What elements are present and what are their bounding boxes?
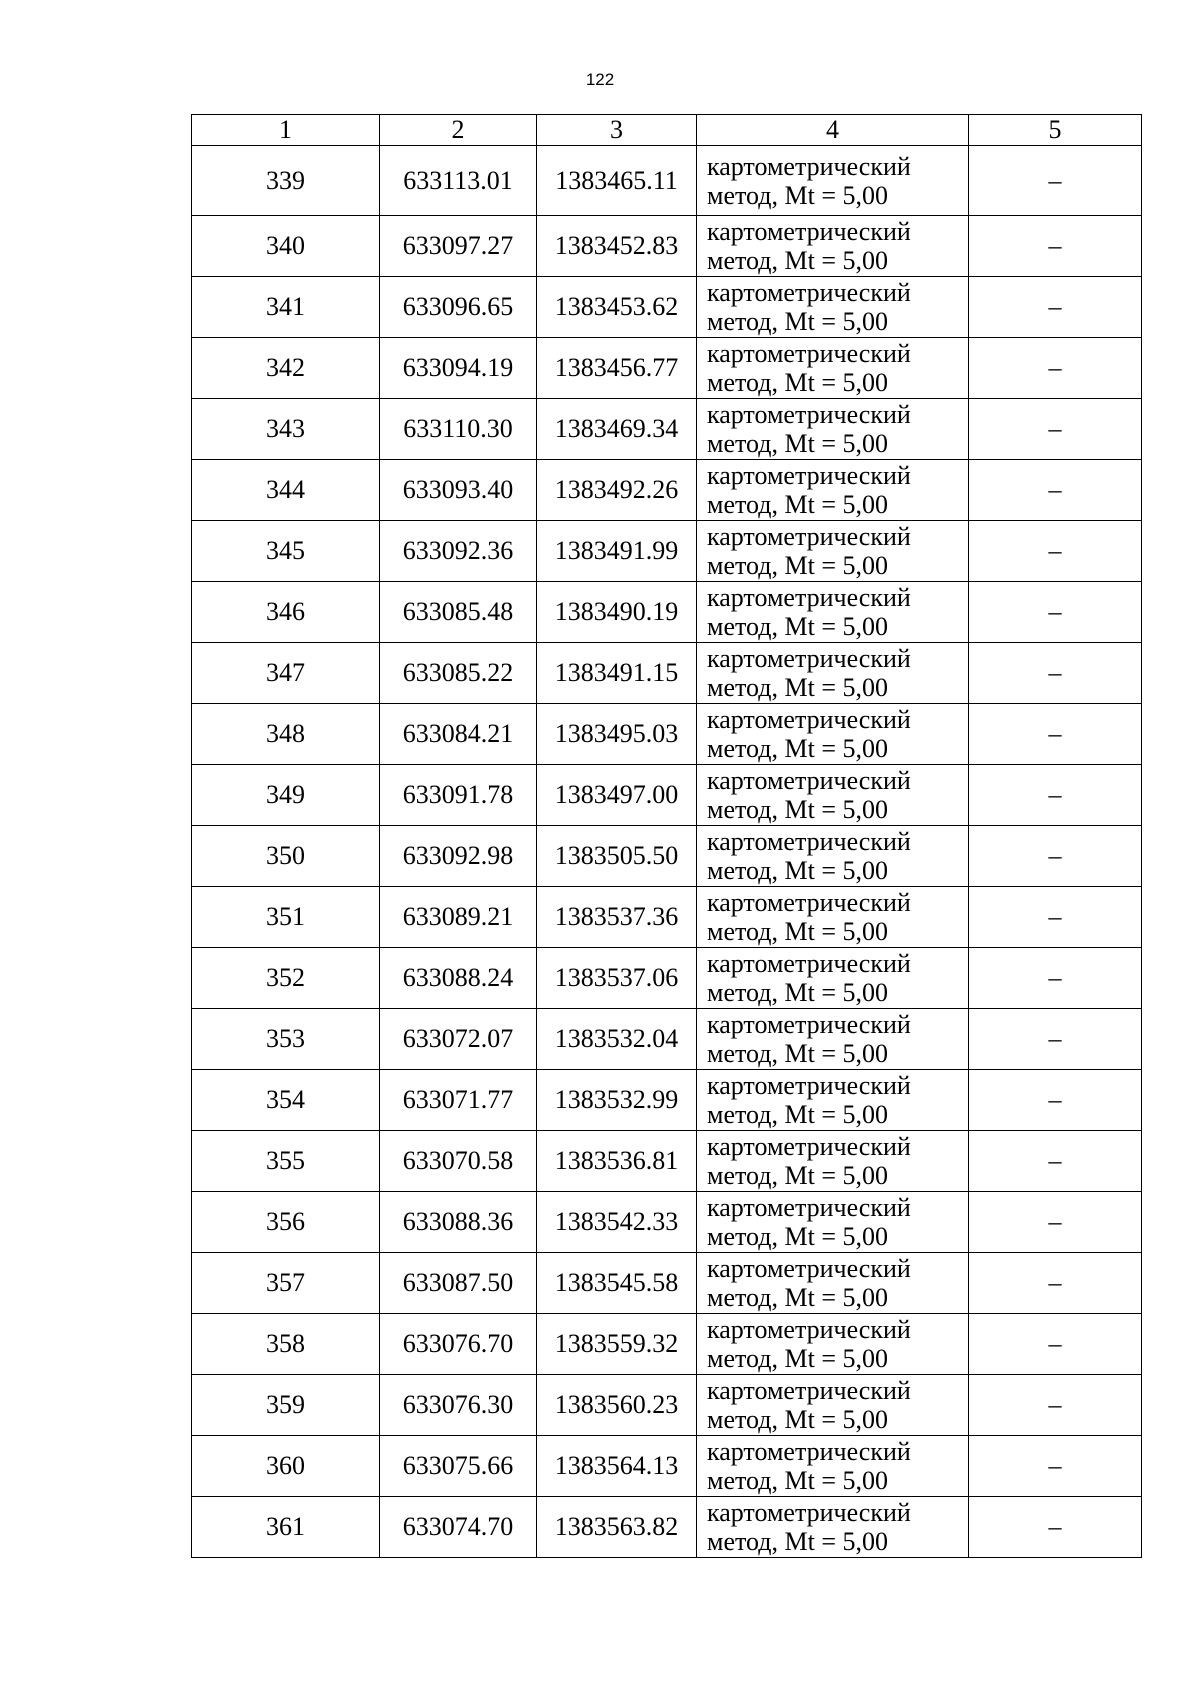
method-cell bbox=[697, 765, 969, 826]
method-text-line-1: картометрический bbox=[707, 949, 911, 978]
point-number-cell: 350 bbox=[192, 826, 380, 887]
method-text-line-1: картометрический bbox=[707, 705, 911, 734]
x-coordinate-cell: 633092.98 bbox=[380, 826, 537, 887]
method-cell bbox=[697, 277, 969, 338]
method-text-line-2: метод, Mt = 5,00 bbox=[707, 673, 888, 702]
y-coordinate-cell: 1383537.06 bbox=[537, 948, 697, 1009]
y-coordinate-cell: 1383490.19 bbox=[537, 582, 697, 643]
method-text-line-2: метод, Mt = 5,00 bbox=[707, 180, 888, 210]
x-coordinate-cell: 633092.36 bbox=[380, 521, 537, 582]
table-row bbox=[192, 146, 1142, 216]
y-coordinate-cell: 1383560.23 bbox=[537, 1375, 697, 1436]
note-cell: – bbox=[969, 1497, 1142, 1558]
y-coordinate-cell: 1383532.04 bbox=[537, 1009, 697, 1070]
note-cell: – bbox=[969, 521, 1142, 582]
note-cell: – bbox=[969, 338, 1142, 399]
method-cell bbox=[697, 887, 969, 948]
method-cell bbox=[697, 338, 969, 399]
method-text-line-2: метод, Mt = 5,00 bbox=[707, 1527, 888, 1556]
method-text-line-1: картометрический bbox=[707, 888, 911, 917]
point-number-cell: 346 bbox=[192, 582, 380, 643]
method-text-line-2: метод, Mt = 5,00 bbox=[707, 1039, 888, 1068]
header-cell-5: 5 bbox=[969, 115, 1142, 146]
method-text-line-2: метод, Mt = 5,00 bbox=[707, 1466, 888, 1495]
note-cell: – bbox=[969, 1375, 1142, 1436]
method-text-line-1: картометрический bbox=[707, 522, 911, 551]
note-cell: – bbox=[969, 948, 1142, 1009]
method-text-line-1: картометрический bbox=[707, 400, 911, 429]
method-text-line-1: картометрический bbox=[707, 644, 911, 673]
method-text-line-1: картометрический bbox=[707, 1254, 911, 1283]
method-text-line-1: картометрический bbox=[707, 1315, 911, 1344]
header-cell-1: 1 bbox=[192, 115, 380, 146]
method-text-line-2: метод, Mt = 5,00 bbox=[707, 1283, 888, 1312]
method-text-line-1: картометрический bbox=[707, 827, 911, 856]
note-cell: – bbox=[969, 887, 1142, 948]
x-coordinate-cell: 633088.36 bbox=[380, 1192, 537, 1253]
table-row bbox=[192, 1436, 1142, 1497]
method-text-line-2: метод, Mt = 5,00 bbox=[707, 307, 888, 336]
method-text-line-1: картометрический bbox=[707, 1498, 911, 1527]
point-number-cell: 352 bbox=[192, 948, 380, 1009]
point-number-cell: 340 bbox=[192, 216, 380, 277]
note-cell: – bbox=[969, 277, 1142, 338]
point-number-cell: 357 bbox=[192, 1253, 380, 1314]
method-text-line-2: метод, Mt = 5,00 bbox=[707, 856, 888, 885]
method-cell bbox=[697, 146, 969, 216]
x-coordinate-cell: 633097.27 bbox=[380, 216, 537, 277]
method-text-line-2: метод, Mt = 5,00 bbox=[707, 1161, 888, 1190]
x-coordinate-cell: 633093.40 bbox=[380, 460, 537, 521]
note-cell: – bbox=[969, 1314, 1142, 1375]
point-number-cell: 356 bbox=[192, 1192, 380, 1253]
table-row bbox=[192, 1131, 1142, 1192]
method-cell bbox=[697, 1070, 969, 1131]
method-text-line-2: метод, Mt = 5,00 bbox=[707, 429, 888, 458]
point-number-cell: 354 bbox=[192, 1070, 380, 1131]
x-coordinate-cell: 633072.07 bbox=[380, 1009, 537, 1070]
method-text-line-1: картометрический bbox=[707, 1010, 911, 1039]
method-text-line-1: картометрический bbox=[707, 1132, 911, 1161]
x-coordinate-cell: 633076.70 bbox=[380, 1314, 537, 1375]
note-cell: – bbox=[969, 216, 1142, 277]
method-cell bbox=[697, 1497, 969, 1558]
point-number-cell: 339 bbox=[192, 146, 380, 216]
note-cell: – bbox=[969, 765, 1142, 826]
method-text-line-2: метод, Mt = 5,00 bbox=[707, 1222, 888, 1251]
method-cell bbox=[697, 460, 969, 521]
method-text-line-1: картометрический bbox=[707, 1437, 911, 1466]
table-row bbox=[192, 948, 1142, 1009]
coordinates-table bbox=[191, 114, 1142, 1558]
method-cell bbox=[697, 1375, 969, 1436]
method-cell bbox=[697, 1314, 969, 1375]
point-number-cell: 341 bbox=[192, 277, 380, 338]
method-cell bbox=[697, 948, 969, 1009]
method-text-line-1: картометрический bbox=[707, 217, 911, 246]
y-coordinate-cell: 1383491.15 bbox=[537, 643, 697, 704]
point-number-cell: 351 bbox=[192, 887, 380, 948]
table-row bbox=[192, 521, 1142, 582]
table-row bbox=[192, 277, 1142, 338]
method-text-line-2: метод, Mt = 5,00 bbox=[707, 978, 888, 1007]
method-cell bbox=[697, 1009, 969, 1070]
method-cell bbox=[697, 216, 969, 277]
y-coordinate-cell: 1383495.03 bbox=[537, 704, 697, 765]
x-coordinate-cell: 633096.65 bbox=[380, 277, 537, 338]
x-coordinate-cell: 633113.01 bbox=[380, 146, 537, 216]
x-coordinate-cell: 633076.30 bbox=[380, 1375, 537, 1436]
note-cell: – bbox=[969, 704, 1142, 765]
method-cell bbox=[697, 643, 969, 704]
y-coordinate-cell: 1383505.50 bbox=[537, 826, 697, 887]
y-coordinate-cell: 1383497.00 bbox=[537, 765, 697, 826]
table-row bbox=[192, 887, 1142, 948]
point-number-cell: 343 bbox=[192, 399, 380, 460]
y-coordinate-cell: 1383492.26 bbox=[537, 460, 697, 521]
table-row bbox=[192, 399, 1142, 460]
method-text-line-1: картометрический bbox=[707, 461, 911, 490]
x-coordinate-cell: 633094.19 bbox=[380, 338, 537, 399]
y-coordinate-cell: 1383542.33 bbox=[537, 1192, 697, 1253]
note-cell: – bbox=[969, 399, 1142, 460]
note-cell: – bbox=[969, 1192, 1142, 1253]
table-row bbox=[192, 338, 1142, 399]
method-text-line-1: картометрический bbox=[707, 766, 911, 795]
header-cell-4: 4 bbox=[697, 115, 969, 146]
table-row bbox=[192, 1497, 1142, 1558]
header-cell-3: 3 bbox=[537, 115, 697, 146]
note-cell: – bbox=[969, 460, 1142, 521]
method-text-line-2: метод, Mt = 5,00 bbox=[707, 1405, 888, 1434]
x-coordinate-cell: 633091.78 bbox=[380, 765, 537, 826]
method-cell bbox=[697, 1131, 969, 1192]
method-cell bbox=[697, 399, 969, 460]
method-text-line-2: метод, Mt = 5,00 bbox=[707, 490, 888, 519]
table-row bbox=[192, 1192, 1142, 1253]
method-text-line-2: метод, Mt = 5,00 bbox=[707, 1100, 888, 1129]
x-coordinate-cell: 633089.21 bbox=[380, 887, 537, 948]
y-coordinate-cell: 1383564.13 bbox=[537, 1436, 697, 1497]
table-body bbox=[192, 146, 1142, 1558]
method-cell bbox=[697, 1436, 969, 1497]
table-row bbox=[192, 1375, 1142, 1436]
x-coordinate-cell: 633084.21 bbox=[380, 704, 537, 765]
point-number-cell: 361 bbox=[192, 1497, 380, 1558]
note-cell: – bbox=[969, 1009, 1142, 1070]
method-cell bbox=[697, 1253, 969, 1314]
table-row bbox=[192, 1009, 1142, 1070]
y-coordinate-cell: 1383563.82 bbox=[537, 1497, 697, 1558]
y-coordinate-cell: 1383545.58 bbox=[537, 1253, 697, 1314]
y-coordinate-cell: 1383532.99 bbox=[537, 1070, 697, 1131]
y-coordinate-cell: 1383465.11 bbox=[537, 146, 697, 216]
page-number: 122 bbox=[585, 70, 615, 89]
x-coordinate-cell: 633087.50 bbox=[380, 1253, 537, 1314]
x-coordinate-cell: 633085.22 bbox=[380, 643, 537, 704]
table-row bbox=[192, 643, 1142, 704]
y-coordinate-cell: 1383452.83 bbox=[537, 216, 697, 277]
table-row bbox=[192, 582, 1142, 643]
note-cell: – bbox=[969, 643, 1142, 704]
method-text-line-1: картометрический bbox=[707, 151, 911, 181]
method-text-line-1: картометрический bbox=[707, 278, 911, 307]
point-number-cell: 342 bbox=[192, 338, 380, 399]
method-text-line-1: картометрический bbox=[707, 583, 911, 612]
method-text-line-2: метод, Mt = 5,00 bbox=[707, 795, 888, 824]
x-coordinate-cell: 633085.48 bbox=[380, 582, 537, 643]
table-row bbox=[192, 460, 1142, 521]
y-coordinate-cell: 1383456.77 bbox=[537, 338, 697, 399]
table-row bbox=[192, 1070, 1142, 1131]
table-row bbox=[192, 704, 1142, 765]
table-row bbox=[192, 216, 1142, 277]
point-number-cell: 349 bbox=[192, 765, 380, 826]
method-text-line-2: метод, Mt = 5,00 bbox=[707, 1344, 888, 1373]
method-text-line-1: картометрический bbox=[707, 1071, 911, 1100]
method-text-line-2: метод, Mt = 5,00 bbox=[707, 917, 888, 946]
y-coordinate-cell: 1383491.99 bbox=[537, 521, 697, 582]
x-coordinate-cell: 633110.30 bbox=[380, 399, 537, 460]
note-cell: – bbox=[969, 1436, 1142, 1497]
method-text-line-2: метод, Mt = 5,00 bbox=[707, 612, 888, 641]
x-coordinate-cell: 633074.70 bbox=[380, 1497, 537, 1558]
y-coordinate-cell: 1383537.36 bbox=[537, 887, 697, 948]
y-coordinate-cell: 1383536.81 bbox=[537, 1131, 697, 1192]
method-cell bbox=[697, 521, 969, 582]
note-cell: – bbox=[969, 826, 1142, 887]
point-number-cell: 348 bbox=[192, 704, 380, 765]
note-cell: – bbox=[969, 582, 1142, 643]
method-text-line-1: картометрический bbox=[707, 1193, 911, 1222]
header-row bbox=[192, 115, 1142, 146]
point-number-cell: 353 bbox=[192, 1009, 380, 1070]
table-row bbox=[192, 1253, 1142, 1314]
point-number-cell: 347 bbox=[192, 643, 380, 704]
note-cell: – bbox=[969, 1070, 1142, 1131]
method-text-line-2: метод, Mt = 5,00 bbox=[707, 246, 888, 275]
y-coordinate-cell: 1383453.62 bbox=[537, 277, 697, 338]
point-number-cell: 344 bbox=[192, 460, 380, 521]
method-cell bbox=[697, 1192, 969, 1253]
note-cell: – bbox=[969, 1131, 1142, 1192]
method-text-line-1: картометрический bbox=[707, 339, 911, 368]
header-cell-2: 2 bbox=[380, 115, 537, 146]
method-cell bbox=[697, 826, 969, 887]
point-number-cell: 345 bbox=[192, 521, 380, 582]
method-text-line-2: метод, Mt = 5,00 bbox=[707, 734, 888, 763]
x-coordinate-cell: 633071.77 bbox=[380, 1070, 537, 1131]
note-cell: – bbox=[969, 1253, 1142, 1314]
x-coordinate-cell: 633088.24 bbox=[380, 948, 537, 1009]
method-text-line-2: метод, Mt = 5,00 bbox=[707, 551, 888, 580]
point-number-cell: 360 bbox=[192, 1436, 380, 1497]
table-row bbox=[192, 765, 1142, 826]
y-coordinate-cell: 1383559.32 bbox=[537, 1314, 697, 1375]
method-cell bbox=[697, 582, 969, 643]
method-cell bbox=[697, 704, 969, 765]
table-row bbox=[192, 826, 1142, 887]
point-number-cell: 355 bbox=[192, 1131, 380, 1192]
table-header bbox=[192, 115, 1142, 146]
x-coordinate-cell: 633070.58 bbox=[380, 1131, 537, 1192]
method-text-line-2: метод, Mt = 5,00 bbox=[707, 368, 888, 397]
x-coordinate-cell: 633075.66 bbox=[380, 1436, 537, 1497]
point-number-cell: 359 bbox=[192, 1375, 380, 1436]
table-row bbox=[192, 1314, 1142, 1375]
note-cell: – bbox=[969, 146, 1142, 216]
method-text-line-1: картометрический bbox=[707, 1376, 911, 1405]
point-number-cell: 358 bbox=[192, 1314, 380, 1375]
y-coordinate-cell: 1383469.34 bbox=[537, 399, 697, 460]
